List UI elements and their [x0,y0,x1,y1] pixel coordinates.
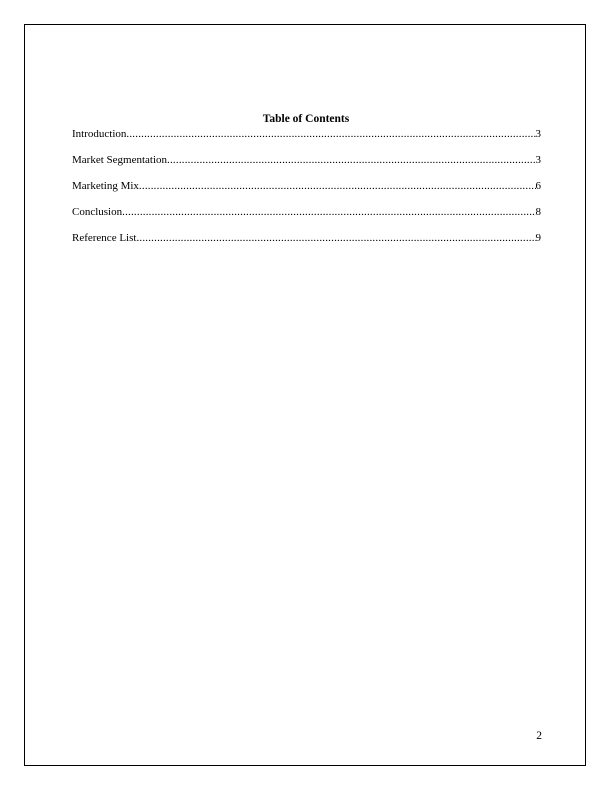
toc-title: Table of Contents [262,113,350,125]
toc-entry-marketing-mix[interactable] [72,179,541,205]
toc-list [72,127,541,257]
toc-entry-market-segmentation[interactable] [72,153,541,179]
toc-entry-page: 3 [535,154,541,166]
toc-dot-leader [167,153,535,167]
toc-entry-page: 6 [535,180,541,192]
toc-dot-leader [139,179,536,193]
toc-entry-label: Marketing Mix [72,180,139,192]
toc-entry-label: Market Segmentation [72,154,168,166]
toc-dot-leader [126,127,535,141]
toc-entry-label: Introduction [72,128,127,140]
toc-entry-label: Reference List [72,232,137,244]
toc-entry-page: 8 [535,206,541,218]
page-number: 2 [536,730,542,742]
toc-entry-conclusion[interactable] [72,205,541,231]
toc-entry-page: 3 [535,128,541,140]
toc-entry-page: 9 [535,232,541,244]
toc-dot-leader [122,205,535,219]
toc-dot-leader [136,231,535,245]
toc-entry-label: Conclusion [72,206,123,218]
toc-entry-introduction[interactable] [72,127,541,153]
toc-entry-reference-list[interactable] [72,231,541,257]
